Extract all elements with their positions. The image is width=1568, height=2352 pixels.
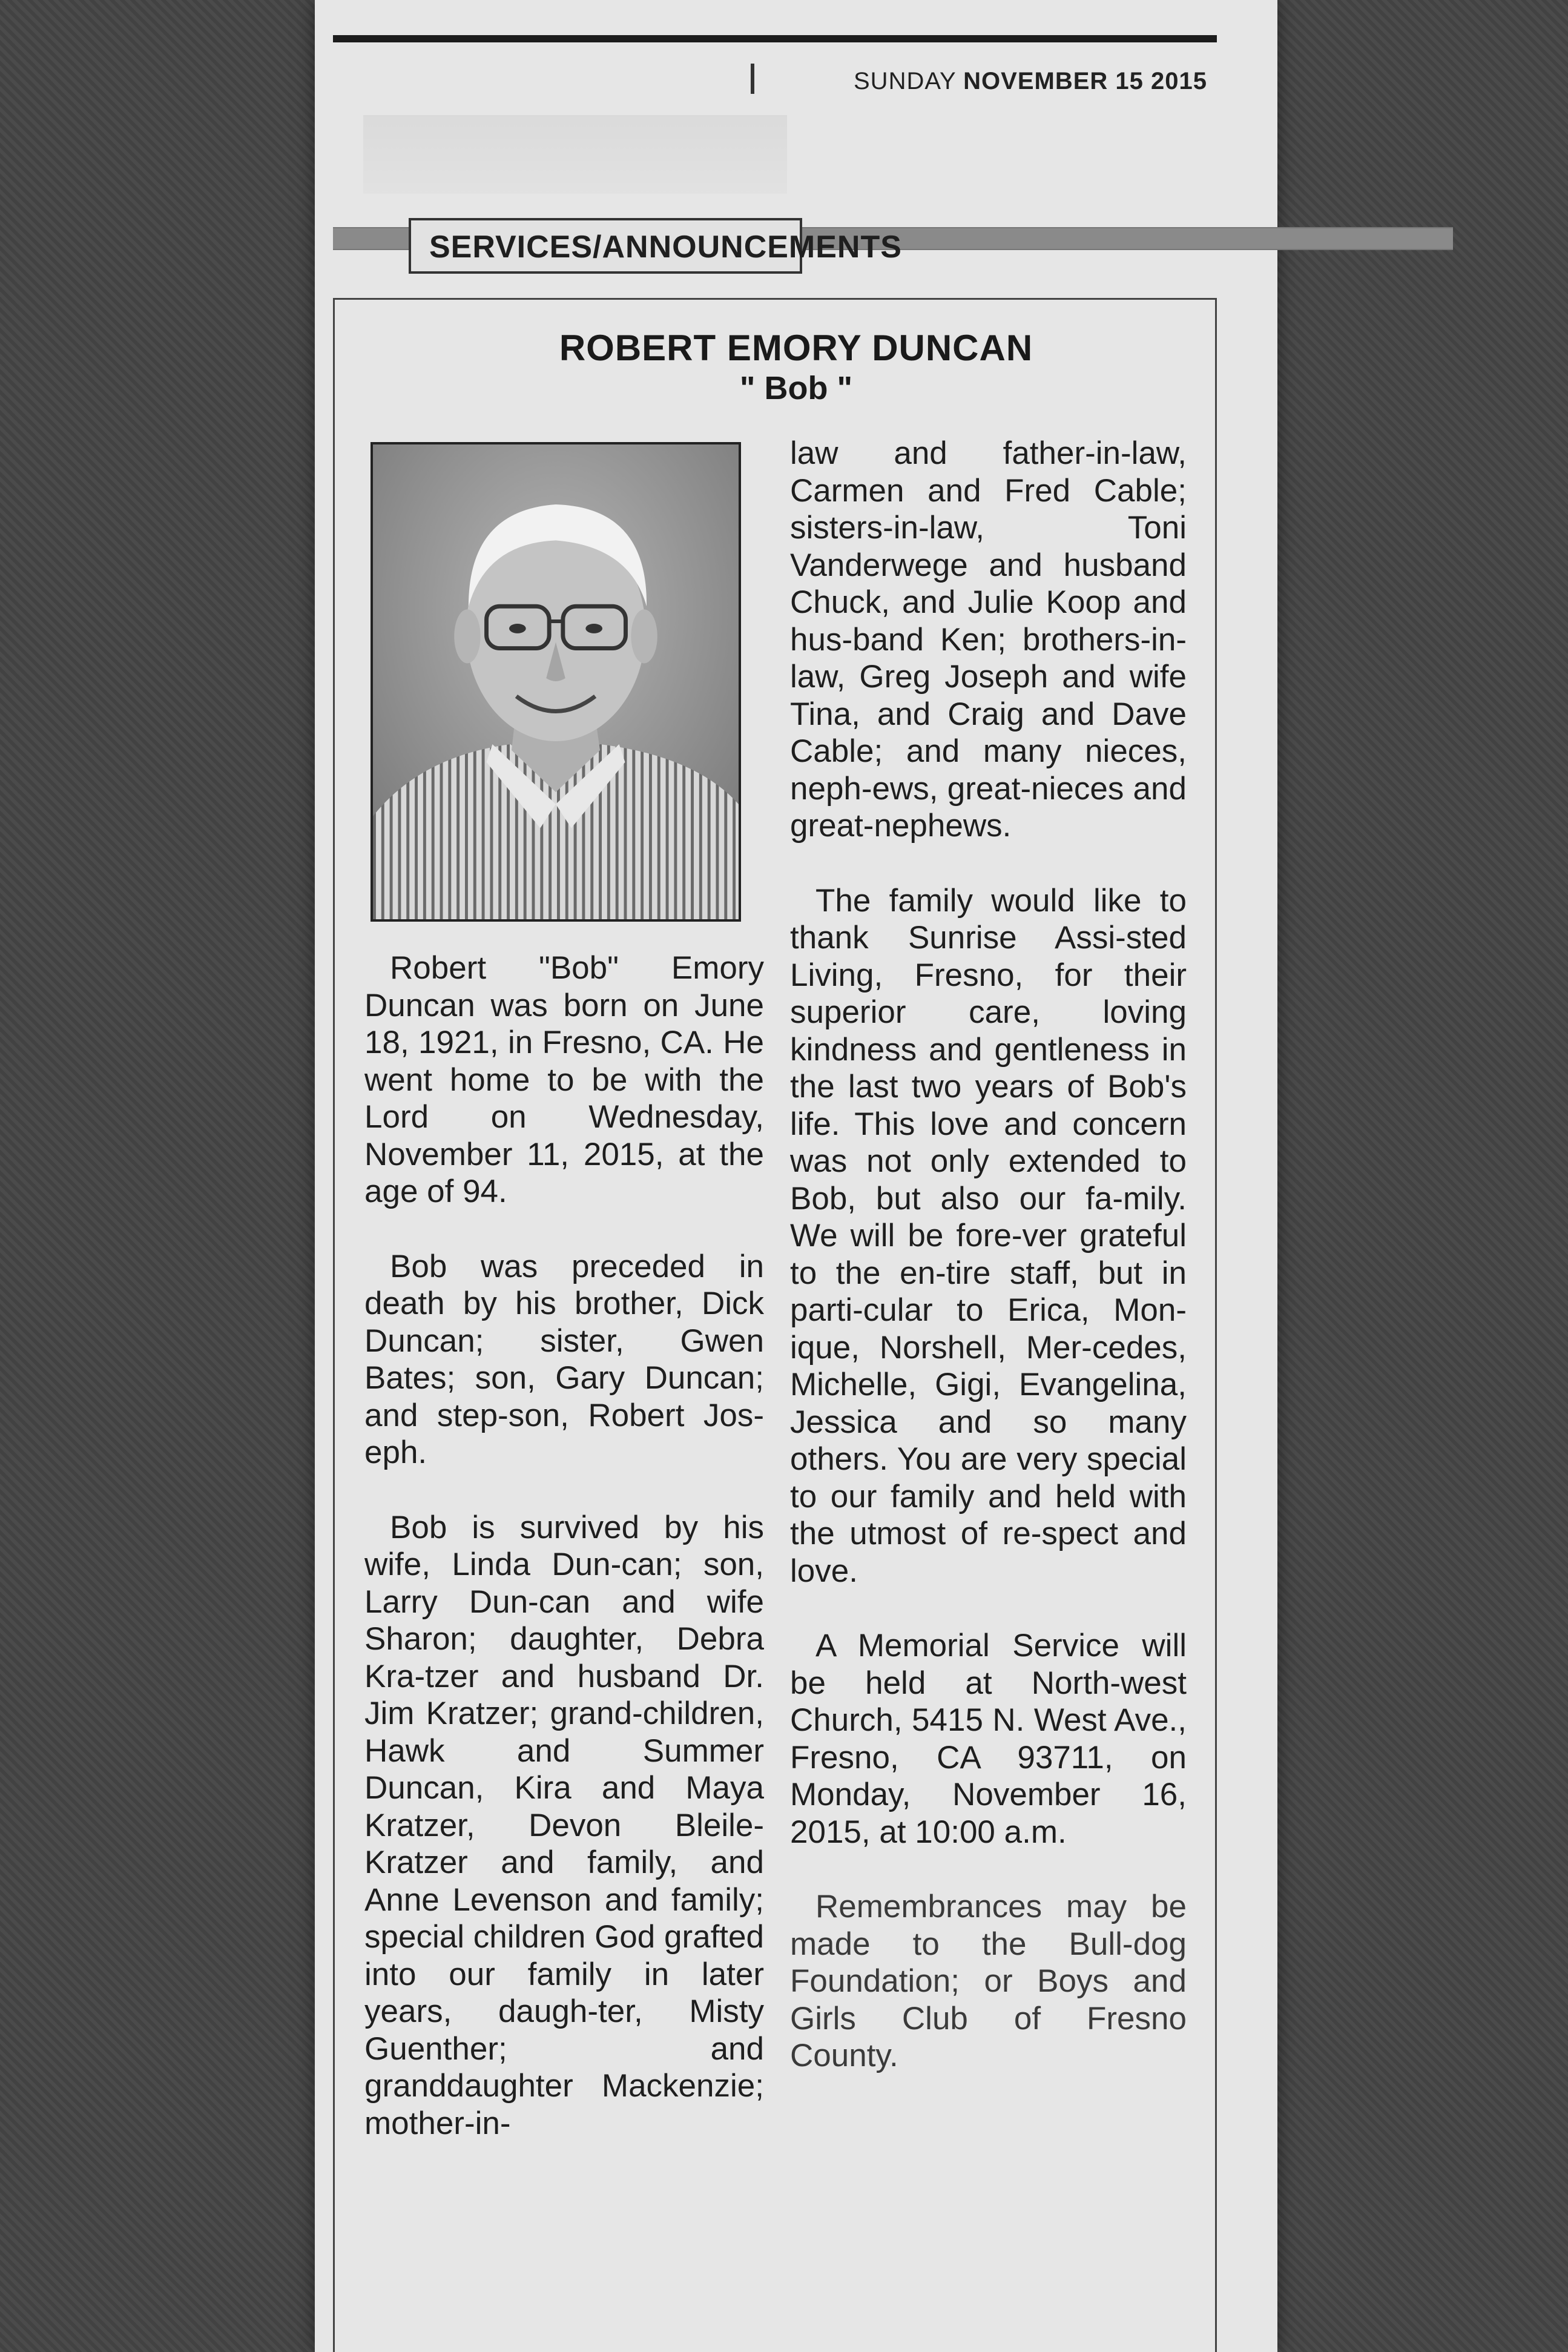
section-tab — [409, 218, 902, 274]
dateline-day: SUNDAY — [854, 68, 957, 94]
portrait-drawing — [373, 444, 739, 919]
column-left — [364, 950, 764, 2142]
top-rule — [333, 35, 1217, 42]
paragraph-remembrances: Remembrances may be made to the Bull-dog Foundation; or Boys and Girls Club of Fresno County. — [790, 1889, 1187, 2073]
newspaper-clipping — [315, 0, 1277, 2352]
dateline-date: NOVEMBER 15 2015 — [963, 68, 1207, 94]
paragraph-preceded: Bob was preceded in death by his brother, Dick Duncan; sister, Gwen Bates; son, Gary Duncan; and step-son, Robert Jos-eph. — [364, 1248, 764, 1470]
paragraph-birth: Robert "Bob" Emory Duncan was born on June 18, 1921, in Fresno, CA. He went home to be with the Lord on Wednesday, November 11, 2015, at the age of 94. — [364, 950, 764, 1209]
background-left — [0, 0, 315, 2352]
paragraph-survived: Bob is survived by his wife, Linda Dun-can; son, Larry Dun-can and wife Sharon; daughter, Debra Kra-tzer and husband Dr. Jim Kratzer; grand-children, Hawk and Summer Duncan, Kira and Maya Kratzer, Devon Bleile-Kratzer and family, and Anne Levenson and family; special children God grafted into our family in later years, daugh-ter, Misty Guenther; and granddaughter Mackenzie; mother-in- — [364, 1509, 764, 2141]
faded-masthead — [363, 115, 787, 194]
background-right — [1277, 0, 1568, 2352]
paragraph-survived-cont: law and father-in-law, Carmen and Fred Cable; sisters-in-law, Toni Vanderwege and husband Chuck, and Julie Koop and hus-band Ken; brothers-in-law, Greg Joseph and wife Tina, and Craig and Dave Cable; and many nieces, neph-ews, great-nieces and great-nephews. — [790, 435, 1187, 844]
paragraph-thanks: The family would like to thank Sunrise Assi-sted Living, Fresno, for their superior care, loving kindness and gentleness in the last two years of Bob's life. This love and concern was not only extended to Bob, but also our fa-mily. We will be fore-ver grateful to the en-tire staff, but in parti-cular to Erica, Mon-ique, Norshell, Mer-cedes, Michelle, Gigi, Evangelina, Jessica and so many others. You are very special to our family and held with the utmost of re-spect and love. — [790, 882, 1187, 1589]
dateline — [854, 68, 1217, 104]
paragraph-memorial: A Memorial Service will be held at North-west Church, 5415 N. West Ave., Fresno, CA 93711, on Monday, November 16, 2015, at 10:00 a.m. — [790, 1628, 1187, 1850]
obituary-nickname: " Bob " — [739, 370, 853, 406]
page-marker — [751, 64, 754, 94]
portrait-photo — [371, 442, 741, 922]
column-right — [790, 435, 1187, 2075]
section-label: SERVICES/ANNOUNCEMENTS — [429, 230, 902, 265]
obituary-name: ROBERT EMORY DUNCAN — [559, 328, 1033, 368]
